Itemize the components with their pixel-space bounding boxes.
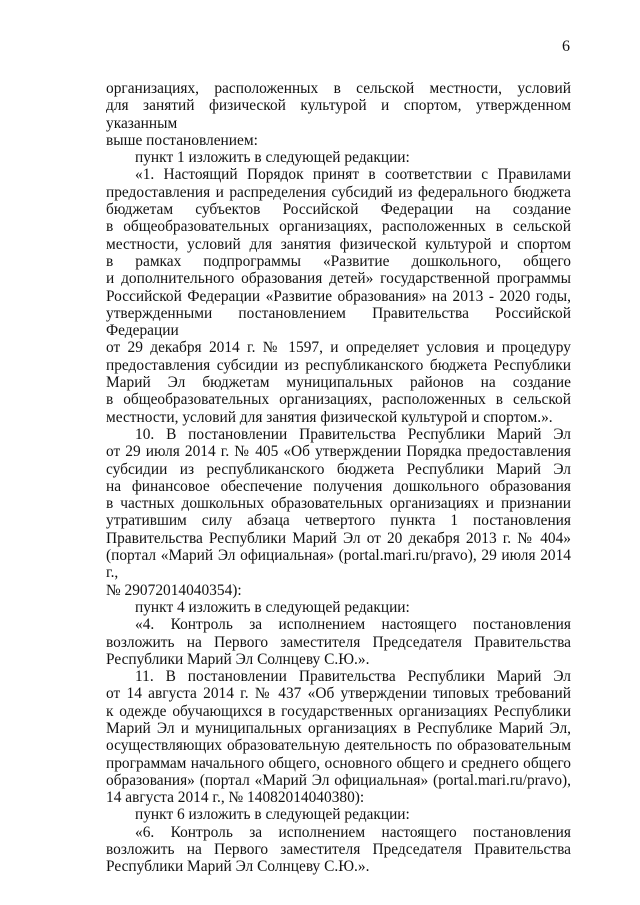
text-line: для занятий физической культурой и спортом, утвержденном указанным <box>106 97 571 132</box>
text-line: утвержденными постановлением Правительства Российской Федерации <box>106 304 571 340</box>
text-line: 10. В постановлении Правительства Республики Марий Эл <box>135 425 571 443</box>
text-line: в общеобразовательных организациях, расположенных в сельской <box>106 218 571 236</box>
text-line: Правительства Республики Марий Эл от 20 декабря 2013 г. № 404» <box>106 529 571 547</box>
text-line: Российской Федерации «Развитие образования» на 2013 - 2020 годы, <box>106 287 571 305</box>
text-line: возложить на Первого заместителя Председателя Правительства <box>106 633 571 651</box>
text-line: «4. Контроль за исполнением настоящего постановления <box>135 616 571 634</box>
text-line: Республики Марий Эл Солнцеву С.Ю.». <box>106 858 370 876</box>
text-line: возложить на Первого заместителя Председателя Правительства <box>106 841 571 859</box>
text-line: № 29072014040354): <box>106 581 242 599</box>
text-line: на финансовое обеспечение получения дошкольного образования <box>106 477 571 495</box>
text-line: в рамках подпрограммы «Развитие дошкольного, общего <box>106 252 571 270</box>
document-body <box>106 80 571 876</box>
text-line: предоставления субсидии из республиканского бюджета Республики <box>106 356 571 374</box>
text-line: Марий Эл бюджетам муниципальных районов на создание <box>106 374 571 392</box>
text-line: выше постановлением: <box>106 131 258 149</box>
text-line: предоставления и распределения субсидий из федерального бюджета <box>106 183 571 201</box>
text-line: «6. Контроль за исполнением настоящего постановления <box>135 823 571 841</box>
text-line: (портал «Марий Эл официальная» (portal.mari.ru/pravo), 29 июля 2014 г., <box>106 547 571 582</box>
text-line: субсидии из республиканского бюджета Республики Марий Эл <box>106 460 571 478</box>
text-line: образования» (портал «Марий Эл официальная» (portal.mari.ru/pravo), <box>106 771 571 789</box>
text-line: и дополнительного образования детей» государственной программы <box>106 270 571 288</box>
text-line: организациях, расположенных в сельской местности, условий <box>106 80 571 97</box>
text-line: к одежде обучающихся в государственных организациях Республики <box>106 702 571 720</box>
text-line: в частных дошкольных образовательных организациях и признании <box>106 495 571 513</box>
page-number: 6 <box>562 38 570 55</box>
text-line: пункт 4 изложить в следующей редакции: <box>135 598 410 616</box>
text-line: бюджетам субъектов Российской Федерации на создание <box>106 201 571 219</box>
text-line: Марий Эл и муниципальных организациях в Республике Марий Эл, <box>106 719 571 737</box>
text-line: 11. В постановлении Правительства Республики Марий Эл <box>135 668 571 686</box>
text-line: программам начального общего, основного общего и среднего общего <box>106 754 571 772</box>
text-line: утратившим силу абзаца четвертого пункта 1 постановления <box>106 512 571 530</box>
text-line: местности, условий для занятия физической культурой и спортом.». <box>106 408 553 426</box>
text-line: «1. Настоящий Порядок принят в соответствии с Правилами <box>135 166 571 184</box>
text-line: местности, условий для занятия физической культурой и спортом <box>106 235 571 253</box>
text-line: пункт 6 изложить в следующей редакции: <box>135 806 410 824</box>
text-line: пункт 1 изложить в следующей редакции: <box>135 149 410 167</box>
text-line: 14 августа 2014 г., № 14082014040380): <box>106 789 365 807</box>
text-line: от 14 августа 2014 г. № 437 «Об утверждении типовых требований <box>106 685 571 703</box>
text-line: от 29 декабря 2014 г. № 1597, и определяет условия и процедуру <box>106 339 571 357</box>
text-line: осуществляющих образовательную деятельность по образовательным <box>106 737 571 755</box>
text-line: Республики Марий Эл Солнцеву С.Ю.». <box>106 650 370 668</box>
text-line: в общеобразовательных организациях, расположенных в сельской <box>106 391 571 409</box>
text-line: от 29 июля 2014 г. № 405 «Об утверждении Порядка предоставления <box>106 443 571 461</box>
